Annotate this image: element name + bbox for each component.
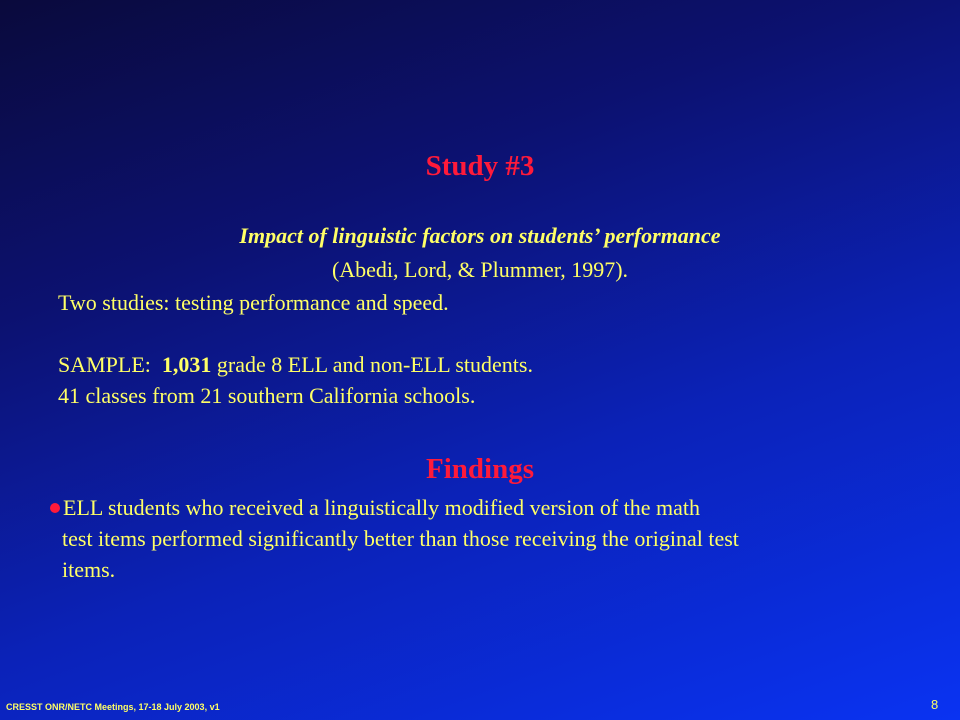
study-subtitle: Impact of linguistic factors on students’ performance [239, 223, 721, 248]
classes-line: 41 classes from 21 southern California schools. [58, 383, 476, 408]
findings-heading: Findings [426, 453, 534, 485]
finding-line [50, 492, 920, 523]
footer-text: CRESST ONR/NETC Meetings, 17-18 July 2003, v1 [6, 702, 220, 712]
slide-title: Study #3 [425, 150, 535, 182]
bullet-icon [50, 503, 60, 513]
sample-prefix: SAMPLE: [58, 352, 162, 377]
page-number: 8 [931, 697, 939, 712]
sample-line [58, 352, 533, 378]
findings-bullet [50, 492, 920, 585]
finding-line-text: ELL students who received a linguistically modified version of the math [63, 495, 701, 520]
sample-number: 1,031 [161, 352, 212, 377]
finding-line: test items performed significantly better than those receiving the original test [62, 526, 739, 551]
studies-line: Two studies: testing performance and speed. [58, 290, 449, 315]
finding-line: items. [62, 557, 116, 582]
citation: (Abedi, Lord, & Plummer, 1997). [331, 257, 629, 282]
sample-suffix: grade 8 ELL and non-ELL students. [211, 352, 533, 377]
